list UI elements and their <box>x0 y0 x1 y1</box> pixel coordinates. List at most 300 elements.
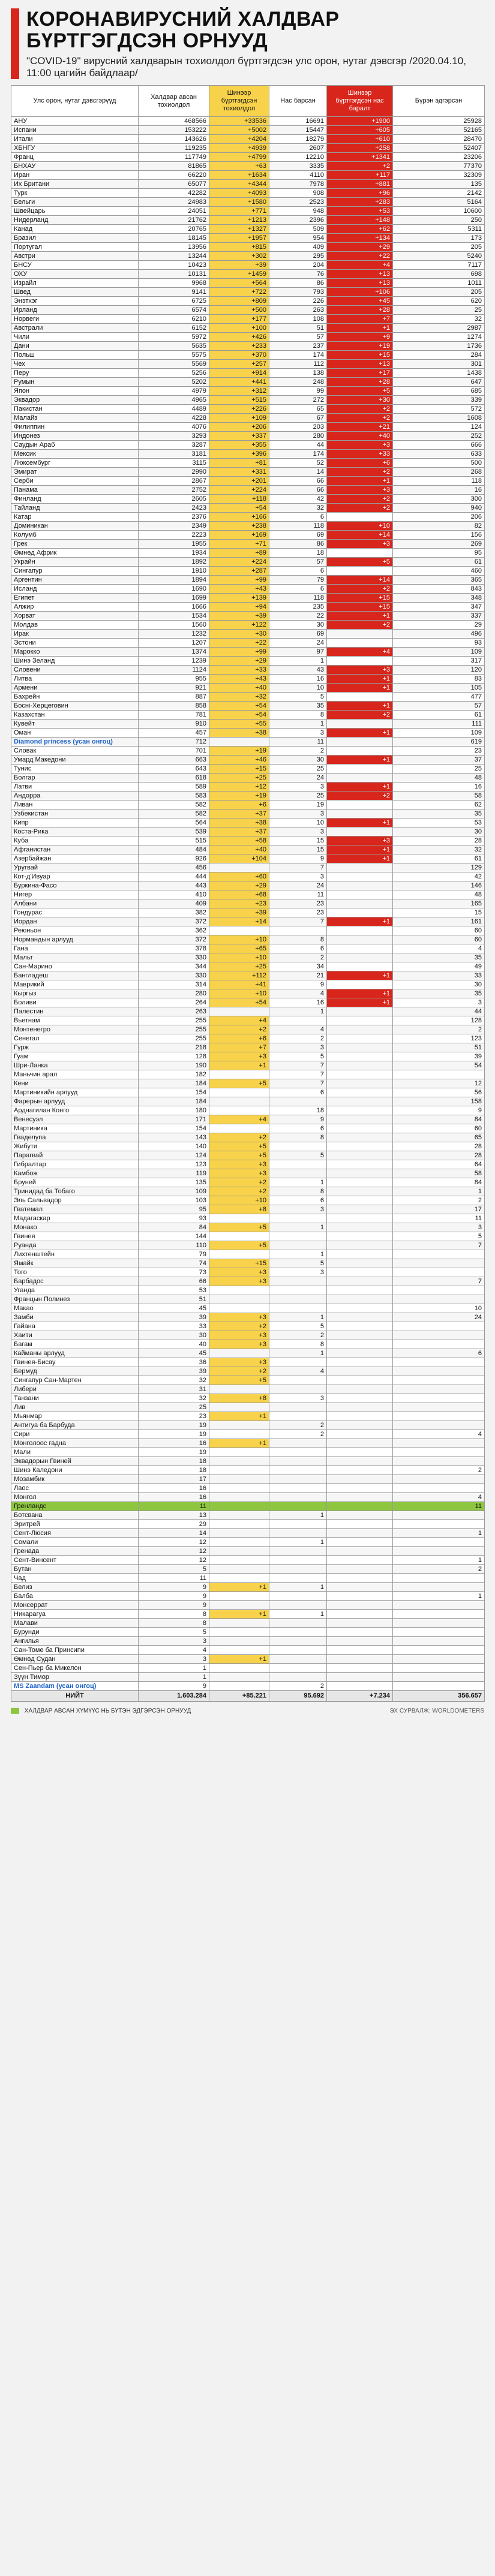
country-cell: Барбадос <box>11 1277 139 1286</box>
table-row <box>11 207 485 216</box>
table-row <box>11 1592 485 1601</box>
new-cases-cell: +6 <box>209 801 269 809</box>
new-deaths-cell <box>327 1061 393 1070</box>
cases-cell: 539 <box>139 827 209 836</box>
deaths-cell: 3 <box>269 827 327 836</box>
table-row <box>11 342 485 351</box>
cases-cell: 140 <box>139 1142 209 1151</box>
cases-cell: 81865 <box>139 162 209 171</box>
country-cell: Бахрейн <box>11 693 139 702</box>
deaths-cell: 2523 <box>269 198 327 207</box>
recovered-cell: 24 <box>393 1313 485 1322</box>
new-deaths-cell <box>327 1439 393 1448</box>
new-cases-cell <box>209 1250 269 1259</box>
cases-cell: 1894 <box>139 576 209 585</box>
recovered-cell <box>393 1394 485 1403</box>
new-deaths-cell <box>327 1619 393 1628</box>
cases-cell: 3 <box>139 1655 209 1664</box>
recovered-cell: 317 <box>393 657 485 666</box>
cases-cell: 1699 <box>139 594 209 603</box>
new-cases-cell: +4 <box>209 1115 269 1124</box>
new-cases-cell: +3 <box>209 1169 269 1178</box>
new-deaths-cell: +2 <box>327 792 393 801</box>
country-cell: Чад <box>11 1574 139 1583</box>
cases-cell: 10131 <box>139 270 209 279</box>
new-cases-cell <box>209 1430 269 1439</box>
new-cases-cell: +1957 <box>209 234 269 243</box>
table-row <box>11 1682 485 1691</box>
deaths-cell: 8 <box>269 1340 327 1349</box>
cases-cell: 1 <box>139 1664 209 1673</box>
country-cell: Малайз <box>11 414 139 423</box>
new-deaths-cell <box>327 1007 393 1016</box>
deaths-cell: 263 <box>269 306 327 315</box>
table-body <box>11 117 485 1702</box>
new-cases-cell: +5 <box>209 1151 269 1160</box>
recovered-cell: 53 <box>393 818 485 827</box>
table-row <box>11 450 485 459</box>
cases-cell: 887 <box>139 693 209 702</box>
recovered-cell: 940 <box>393 504 485 513</box>
cases-cell: 564 <box>139 818 209 827</box>
deaths-cell: 51 <box>269 324 327 333</box>
country-cell: Багам <box>11 1340 139 1349</box>
table-row <box>11 513 485 522</box>
country-cell: Армени <box>11 684 139 693</box>
cases-cell: 154 <box>139 1088 209 1097</box>
cases-cell: 314 <box>139 980 209 989</box>
cases-cell: 6574 <box>139 306 209 315</box>
new-cases-cell: +25 <box>209 774 269 783</box>
new-cases-cell <box>209 1484 269 1493</box>
cases-cell: 443 <box>139 881 209 890</box>
cases-cell: 13 <box>139 1511 209 1520</box>
country-cell: Ботсвана <box>11 1511 139 1520</box>
deaths-cell <box>269 1457 327 1466</box>
deaths-cell <box>269 1655 327 1664</box>
recovered-cell: 1274 <box>393 333 485 342</box>
recovered-cell: 16 <box>393 486 485 495</box>
new-deaths-cell <box>327 1655 393 1664</box>
new-cases-cell <box>209 1214 269 1223</box>
country-cell: Францын Полинез <box>11 1295 139 1304</box>
cases-cell: 263 <box>139 1007 209 1016</box>
cases-cell: 184 <box>139 1097 209 1106</box>
new-deaths-cell <box>327 1475 393 1484</box>
cases-cell: 180 <box>139 1106 209 1115</box>
table-row <box>11 261 485 270</box>
new-cases-cell: +1327 <box>209 225 269 234</box>
new-cases-cell <box>209 1547 269 1556</box>
new-deaths-cell <box>327 1106 393 1115</box>
new-deaths-cell <box>327 1502 393 1511</box>
recovered-cell: 28 <box>393 1151 485 1160</box>
new-deaths-cell: +96 <box>327 189 393 198</box>
new-deaths-cell <box>327 1097 393 1106</box>
new-deaths-cell: +106 <box>327 288 393 297</box>
new-deaths-cell: +1 <box>327 845 393 854</box>
recovered-cell: 1438 <box>393 369 485 378</box>
new-cases-cell: +99 <box>209 648 269 657</box>
new-cases-cell: +331 <box>209 468 269 477</box>
table-row <box>11 243 485 252</box>
recovered-cell <box>393 1448 485 1457</box>
new-cases-cell: +25 <box>209 962 269 971</box>
recovered-cell: 647 <box>393 378 485 387</box>
deaths-cell: 11 <box>269 738 327 747</box>
new-cases-cell: +104 <box>209 854 269 863</box>
new-deaths-cell: +605 <box>327 126 393 135</box>
table-row <box>11 1358 485 1367</box>
country-cell: Мартиникийн арлууд <box>11 1088 139 1097</box>
recovered-cell: 5240 <box>393 252 485 261</box>
deaths-cell: 2 <box>269 1331 327 1340</box>
country-cell: Гайана <box>11 1322 139 1331</box>
deaths-cell: 44 <box>269 441 327 450</box>
new-cases-cell <box>209 1574 269 1583</box>
new-cases-cell: +8 <box>209 1394 269 1403</box>
table-row <box>11 1088 485 1097</box>
new-cases-cell <box>209 1673 269 1682</box>
table-row <box>11 1466 485 1475</box>
country-cell: Умард Македони <box>11 756 139 765</box>
country-cell: Литва <box>11 675 139 684</box>
deaths-cell <box>269 1475 327 1484</box>
deaths-cell <box>269 1412 327 1421</box>
country-cell: Реюньон <box>11 926 139 935</box>
new-deaths-cell <box>327 890 393 899</box>
cases-cell: 4228 <box>139 414 209 423</box>
new-cases-cell: +139 <box>209 594 269 603</box>
country-cell: Кот-д'Ивуар <box>11 872 139 881</box>
new-deaths-cell: +3 <box>327 836 393 845</box>
new-deaths-cell: +28 <box>327 306 393 315</box>
deaths-cell: 226 <box>269 297 327 306</box>
country-cell: Гватемал <box>11 1205 139 1214</box>
new-deaths-cell: +1 <box>327 612 393 621</box>
new-cases-cell: +1 <box>209 1583 269 1592</box>
new-cases-cell: +166 <box>209 513 269 522</box>
country-cell: Турк <box>11 189 139 198</box>
recovered-cell: 2987 <box>393 324 485 333</box>
recovered-cell <box>393 1295 485 1304</box>
table-row <box>11 288 485 297</box>
country-cell: Хаити <box>11 1331 139 1340</box>
deaths-cell: 6 <box>269 513 327 522</box>
recovered-cell <box>393 1250 485 1259</box>
deaths-cell: 86 <box>269 540 327 549</box>
deaths-cell: 3 <box>269 1268 327 1277</box>
country-cell: Алжир <box>11 603 139 612</box>
table-row <box>11 1511 485 1520</box>
table-row <box>11 423 485 432</box>
table-row <box>11 1412 485 1421</box>
new-deaths-cell <box>327 1340 393 1349</box>
recovered-cell <box>393 1574 485 1583</box>
new-deaths-cell: +117 <box>327 171 393 180</box>
country-cell: Мозамбик <box>11 1475 139 1484</box>
new-deaths-cell <box>327 827 393 836</box>
deaths-cell <box>269 1241 327 1250</box>
table-row <box>11 980 485 989</box>
new-deaths-cell <box>327 1313 393 1322</box>
table-row <box>11 944 485 953</box>
deaths-cell: 1 <box>269 1313 327 1322</box>
cases-cell: 1910 <box>139 567 209 576</box>
new-deaths-cell <box>327 1079 393 1088</box>
deaths-cell: 295 <box>269 252 327 261</box>
new-cases-cell: +14 <box>209 917 269 926</box>
recovered-cell: 52165 <box>393 126 485 135</box>
cases-cell: 344 <box>139 962 209 971</box>
deaths-cell: 7 <box>269 1070 327 1079</box>
recovered-cell: 4 <box>393 1430 485 1439</box>
cases-cell: 18145 <box>139 234 209 243</box>
new-deaths-cell <box>327 1403 393 1412</box>
total-label: НИЙТ <box>11 1691 139 1702</box>
table-row <box>11 576 485 585</box>
table-row <box>11 1547 485 1556</box>
new-deaths-cell <box>327 774 393 783</box>
deaths-cell: 15 <box>269 845 327 854</box>
new-deaths-cell <box>327 1565 393 1574</box>
accent-bar <box>11 8 19 79</box>
country-cell: Нигер <box>11 890 139 899</box>
deaths-cell: 203 <box>269 423 327 432</box>
recovered-cell: 3 <box>393 998 485 1007</box>
new-cases-cell: +201 <box>209 477 269 486</box>
cases-cell: 5 <box>139 1565 209 1574</box>
new-deaths-cell <box>327 1448 393 1457</box>
table-row <box>11 899 485 908</box>
new-cases-cell <box>209 1088 269 1097</box>
recovered-cell: 135 <box>393 180 485 189</box>
country-cell: Болгар <box>11 774 139 783</box>
recovered-cell: 300 <box>393 495 485 504</box>
country-cell: Нормандын арлууд <box>11 935 139 944</box>
new-deaths-cell <box>327 1358 393 1367</box>
table-row <box>11 1079 485 1088</box>
new-cases-cell: +4799 <box>209 153 269 162</box>
recovered-cell: 25928 <box>393 117 485 126</box>
recovered-cell: 2 <box>393 1025 485 1034</box>
new-cases-cell: +8 <box>209 1205 269 1214</box>
legend-swatch <box>11 1708 19 1714</box>
new-cases-cell <box>209 1475 269 1484</box>
cases-cell: 484 <box>139 845 209 854</box>
new-deaths-cell: +13 <box>327 360 393 369</box>
country-cell: Кипр <box>11 818 139 827</box>
deaths-cell: 3 <box>269 872 327 881</box>
new-cases-cell: +39 <box>209 261 269 270</box>
new-cases-cell <box>209 1466 269 1475</box>
total-value: 95.692 <box>269 1691 327 1702</box>
deaths-cell: 7 <box>269 1061 327 1070</box>
country-cell: Гуам <box>11 1052 139 1061</box>
recovered-cell: 39 <box>393 1052 485 1061</box>
recovered-cell: 32 <box>393 845 485 854</box>
deaths-cell: 69 <box>269 531 327 540</box>
country-cell: Буркина-Фасо <box>11 881 139 890</box>
new-cases-cell: +10 <box>209 935 269 944</box>
recovered-cell: 1 <box>393 1529 485 1538</box>
table-row <box>11 459 485 468</box>
table-row <box>11 1448 485 1457</box>
recovered-cell: 161 <box>393 917 485 926</box>
cases-cell: 16 <box>139 1439 209 1448</box>
table-row <box>11 783 485 792</box>
new-deaths-cell: +258 <box>327 144 393 153</box>
recovered-cell: 30 <box>393 827 485 836</box>
new-deaths-cell <box>327 1232 393 1241</box>
table-row <box>11 324 485 333</box>
new-deaths-cell <box>327 935 393 944</box>
deaths-cell: 11 <box>269 890 327 899</box>
new-cases-cell: +10 <box>209 953 269 962</box>
new-deaths-cell: +9 <box>327 333 393 342</box>
recovered-cell: 83 <box>393 675 485 684</box>
new-deaths-cell: +5 <box>327 558 393 567</box>
country-cell: Гваделупа <box>11 1133 139 1142</box>
cases-cell: 3115 <box>139 459 209 468</box>
recovered-cell: 11 <box>393 1214 485 1223</box>
deaths-cell: 6 <box>269 585 327 594</box>
recovered-cell: 35 <box>393 953 485 962</box>
deaths-cell: 948 <box>269 207 327 216</box>
recovered-cell: 84 <box>393 1115 485 1124</box>
new-cases-cell: +2 <box>209 1178 269 1187</box>
new-cases-cell: +1213 <box>209 216 269 225</box>
cases-cell: 1 <box>139 1673 209 1682</box>
cases-cell: 117749 <box>139 153 209 162</box>
table-row <box>11 1484 485 1493</box>
deaths-cell: 97 <box>269 648 327 657</box>
new-cases-cell: +3 <box>209 1313 269 1322</box>
table-row <box>11 612 485 621</box>
table-row <box>11 1133 485 1142</box>
country-cell: Филиппин <box>11 423 139 432</box>
deaths-cell: 7 <box>269 917 327 926</box>
deaths-cell: 18279 <box>269 135 327 144</box>
country-cell: Бразил <box>11 234 139 243</box>
new-deaths-cell: +33 <box>327 450 393 459</box>
table-row <box>11 1565 485 1574</box>
new-cases-cell <box>209 1511 269 1520</box>
cases-cell: 781 <box>139 711 209 720</box>
new-deaths-cell: +2 <box>327 585 393 594</box>
deaths-cell: 2 <box>269 1034 327 1043</box>
deaths-cell: 174 <box>269 351 327 360</box>
cases-cell: 4979 <box>139 387 209 396</box>
cases-cell: 13956 <box>139 243 209 252</box>
deaths-cell: 24 <box>269 639 327 648</box>
recovered-cell: 2142 <box>393 189 485 198</box>
new-deaths-cell <box>327 872 393 881</box>
country-cell: Сенегал <box>11 1034 139 1043</box>
cases-cell: 144 <box>139 1232 209 1241</box>
new-deaths-cell <box>327 1241 393 1250</box>
deaths-cell <box>269 1169 327 1178</box>
cases-cell: 582 <box>139 801 209 809</box>
cases-cell: 2605 <box>139 495 209 504</box>
new-cases-cell: +71 <box>209 540 269 549</box>
country-cell: Гренада <box>11 1547 139 1556</box>
country-cell: Египет <box>11 594 139 603</box>
new-deaths-cell <box>327 953 393 962</box>
table-row <box>11 890 485 899</box>
cases-cell: 457 <box>139 729 209 738</box>
table-row <box>11 1349 485 1358</box>
deaths-cell: 6 <box>269 944 327 953</box>
deaths-cell: 9 <box>269 980 327 989</box>
cases-cell: 2867 <box>139 477 209 486</box>
table-row <box>11 1232 485 1241</box>
new-cases-cell: +99 <box>209 576 269 585</box>
recovered-cell: 347 <box>393 603 485 612</box>
recovered-cell: 250 <box>393 216 485 225</box>
country-cell: Перу <box>11 369 139 378</box>
new-cases-cell: +2 <box>209 1187 269 1196</box>
new-cases-cell: +5 <box>209 1223 269 1232</box>
table-row <box>11 765 485 774</box>
new-cases-cell: +29 <box>209 881 269 890</box>
recovered-cell <box>393 1421 485 1430</box>
country-cell: Бруней <box>11 1178 139 1187</box>
new-cases-cell <box>209 863 269 872</box>
table-row <box>11 360 485 369</box>
recovered-cell: 365 <box>393 576 485 585</box>
table-row <box>11 126 485 135</box>
new-deaths-cell <box>327 639 393 648</box>
deaths-cell: 3 <box>269 729 327 738</box>
cases-cell: 73 <box>139 1268 209 1277</box>
recovered-cell: 84 <box>393 1178 485 1187</box>
cases-cell: 45 <box>139 1349 209 1358</box>
country-cell: Словени <box>11 666 139 675</box>
country-cell: Чили <box>11 333 139 342</box>
new-cases-cell <box>209 1529 269 1538</box>
new-cases-cell <box>209 1070 269 1079</box>
cases-cell: 14 <box>139 1529 209 1538</box>
cases-cell: 1892 <box>139 558 209 567</box>
cases-cell: 4489 <box>139 405 209 414</box>
deaths-cell: 2 <box>269 1421 327 1430</box>
new-deaths-cell <box>327 801 393 809</box>
recovered-cell <box>393 1511 485 1520</box>
deaths-cell: 52 <box>269 459 327 468</box>
new-deaths-cell: +62 <box>327 225 393 234</box>
cases-cell: 123 <box>139 1160 209 1169</box>
new-cases-cell: +109 <box>209 414 269 423</box>
new-cases-cell: +5 <box>209 1142 269 1151</box>
new-cases-cell: +4939 <box>209 144 269 153</box>
recovered-cell: 52407 <box>393 144 485 153</box>
new-cases-cell <box>209 1304 269 1313</box>
recovered-cell: 95 <box>393 549 485 558</box>
table-row <box>11 621 485 630</box>
table-row <box>11 756 485 765</box>
country-cell: Бермуд <box>11 1367 139 1376</box>
table-row <box>11 567 485 576</box>
country-cell: Шинэ Зеланд <box>11 657 139 666</box>
recovered-cell: 56 <box>393 1088 485 1097</box>
new-deaths-cell <box>327 1178 393 1187</box>
recovered-cell: 60 <box>393 926 485 935</box>
deaths-cell: 509 <box>269 225 327 234</box>
new-deaths-cell <box>327 1187 393 1196</box>
table-row <box>11 279 485 288</box>
table-row <box>11 189 485 198</box>
